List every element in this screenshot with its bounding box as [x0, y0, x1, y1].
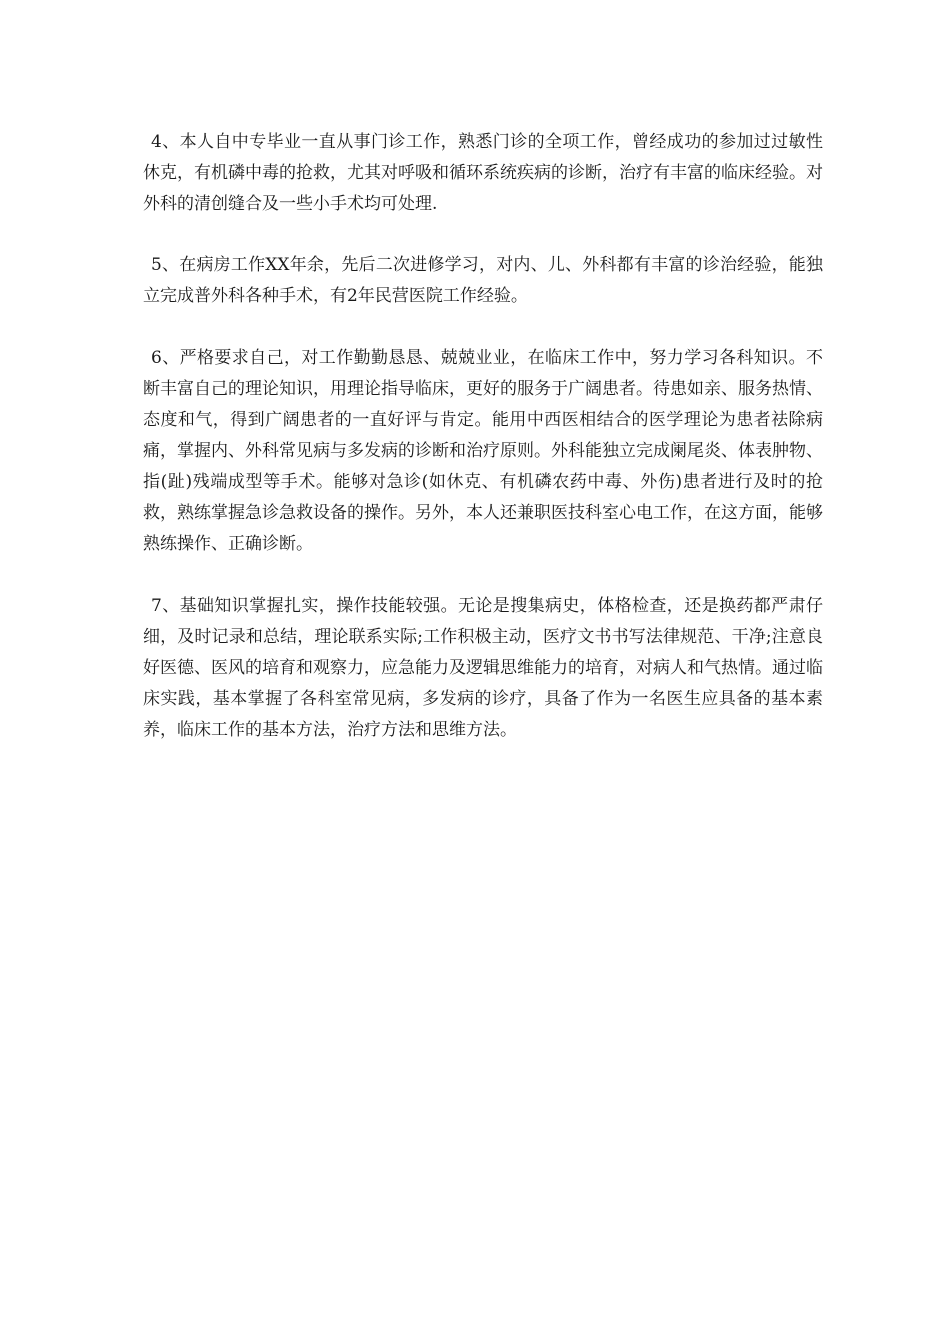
document-body	[143, 127, 823, 778]
paragraph-7: 7、基础知识掌握扎实，操作技能较强。无论是搜集病史，体格检查，还是换药都严肃仔细，及时记录和总结，理论联系实际;工作积极主动，医疗文书书写法律规范、干净;注意良好医德、医风的培育和观察力，应急能力及逻辑思维能力的培育，对病人和气热情。通过临床实践，基本掌握了各科室常见病，多发病的诊疗，具备了作为一名医生应具备的基本素养，临床工作的基本方法，治疗方法和思维方法。	[143, 596, 823, 740]
paragraph-6: 6、严格要求自己，对工作勤勤恳恳、兢兢业业，在临床工作中，努力学习各科知识。不断丰富自己的理论知识，用理论指导临床，更好的服务于广阔患者。待患如亲、服务热情、态度和气，得到广阔患者的一直好评与肯定。能用中西医相结合的医学理论为患者祛除病痛，掌握内、外科常见病与多发病的诊断和治疗原则。外科能独立完成阑尾炎、体表肿物、指(趾)残端成型等手术。能够对急诊(如休克、有机磷农药中毒、外伤)患者进行及时的抢救，熟练掌握急诊急救设备的操作。另外，本人还兼职医技科室心电工作，在这方面，能够熟练操作、正确诊断。	[143, 348, 823, 554]
paragraph-5: 5、在病房工作XX年余，先后二次进修学习，对内、儿、外科都有丰富的诊治经验，能独立完成普外科各种手术，有2年民营医院工作经验。	[143, 255, 823, 306]
paragraph-4: 4、本人自中专毕业一直从事门诊工作，熟悉门诊的全项工作，曾经成功的参加过过敏性休克，有机磷中毒的抢救，尤其对呼吸和循环系统疾病的诊断，治疗有丰富的临床经验。对外科的清创缝合及一些小手术均可处理.	[143, 132, 823, 214]
